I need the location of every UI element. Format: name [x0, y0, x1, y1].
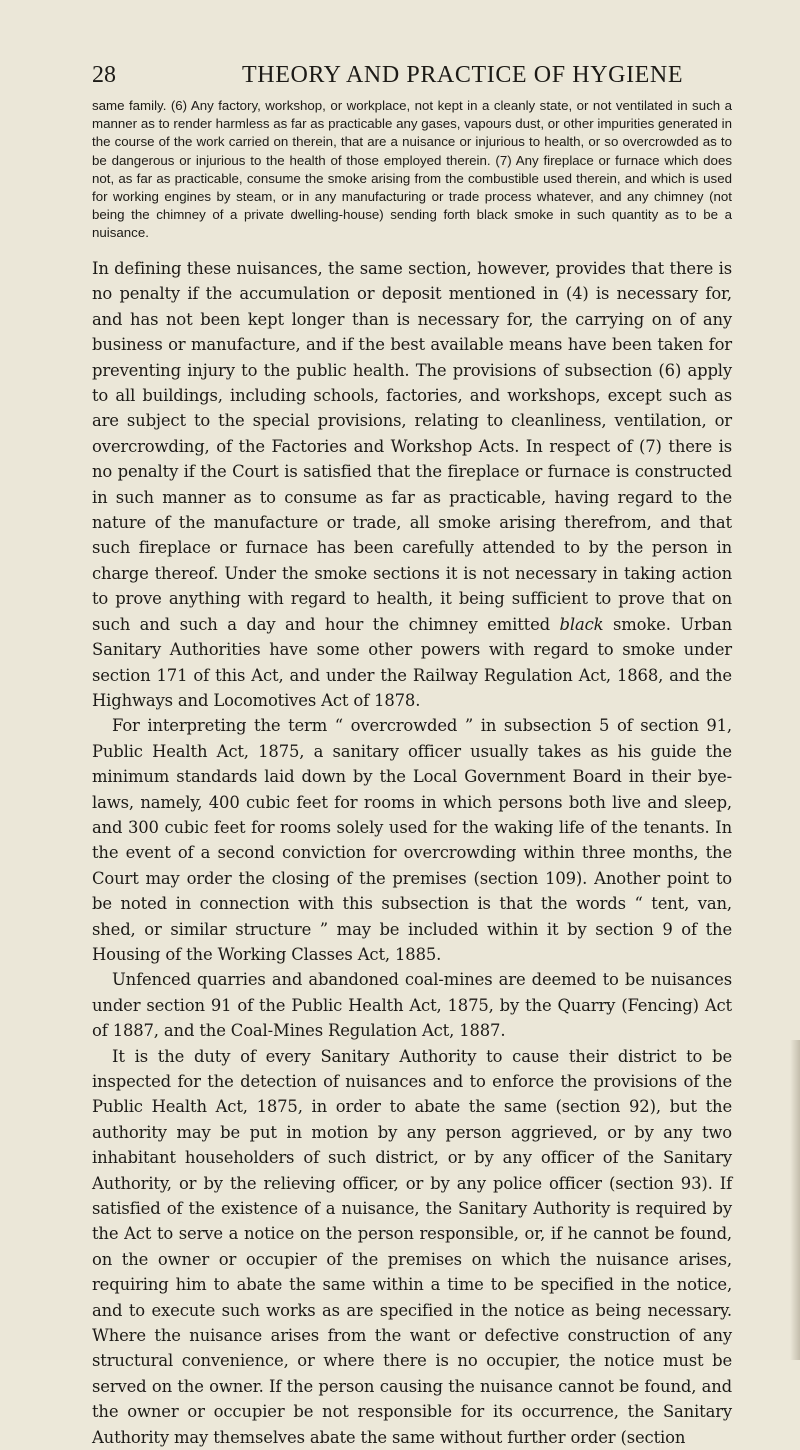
- page-header: [92, 62, 732, 92]
- paragraph-text: In defining these nuisances, the same section, however, provides that there is no penalty if the accumulation or deposit mentioned in (4) is necessary for, and has not been kept longer than is necessary for, the carrying on of any business or manufacture, and if the best available means have been taken for preventing injury to the public health. The provisions of subsection (6) apply to all buildings, including schools, factories, and workshops, except such as are subject to the special provisions, relating to cleanliness, ventilation, or overcrowding, of the Factories and Workshop Acts. In respect of (7) there is no penalty if the Court is satisfied that the fireplace or furnace is constructed in such manner as to consume as far as practicable, having regard to the nature of the manufacture or trade, all smoke arising therefrom, and that such fireplace or furnace has been carefully attended to by the person in charge thereof. Under the smoke sections it is not necessary in taking action to prove anything with regard to health, it being sufficient to prove that on such and such a day and hour the chimney emitted: [92, 259, 732, 634]
- paragraph-quarries: Unfenced quarries and abandoned coal-mines are deemed to be nuisances under section 91 of the Public Health Act, 1875, by the Quarry (Fencing) Act of 1887, and the Coal-Mines Regulation Act, 1887.: [92, 970, 732, 1041]
- paragraph-defining-nuisances: [92, 256, 732, 713]
- small-print-paragraph: same family. (6) Any factory, workshop, or workplace, not kept in a cleanly state, or not ventilated in such a manner as to render harmless as far as practicable any gases, vapours dust, or other impurities generated in the course of the work carried on therein, that are a nuisance or injurious to health, or so overcrowded as to be dangerous or injurious to the health of those employed therein. (7) Any fireplace or furnace which does not, as far as practicable, consume the smoke arising from the combustible used therein, and which is used for working engines by steam, or in any manufacturing or trade process whatever, and any chimney (not being the chimney of a private dwelling-house) sending forth black smoke in such quantity as to be a nuisance.: [92, 98, 732, 241]
- paragraph-sanitary-duty: It is the duty of every Sanitary Authority to cause their district to be inspected for the detection of nuisances and to enforce the provisions of the Public Health Act, 1875, in order to abate the same (section 92), but the authority may be put in motion by any person aggrieved, or by any two inhabitant householders of such district, or by any officer of the Sanitary Authority, or by the relieving officer, or by any police officer (section 93). If satisfied of the existence of a nuisance, the Sanitary Authority is required by the Act to serve a notice on the person responsible, or, if he cannot be found, on the owner or occupier of the premises on which the nuisance arises, requiring him to abate the same within a time to be specified in the notice, and to execute such works as are specified in the notice as being necessary. Where the nuisance arises from the want or defective construction of any structural convenience, or where there is no occupier, the notice must be served on the owner. If the person causing the nuisance cannot be found, and the owner or occupier be not responsible for its occurrence, the Sanitary Authority may themselves abate the same without further order (section: [92, 1046, 732, 1447]
- main-text: [92, 256, 732, 1450]
- italic-word: black: [559, 614, 604, 634]
- running-title: THEORY AND PRACTICE OF HYGIENE: [242, 62, 684, 88]
- page-edge-shadow: [790, 1040, 800, 1360]
- page-number: 28: [92, 62, 116, 88]
- paragraph-text: smoke. Urban Sanitary Authorities have some other powers with regard to smoke under section 171 of this Act, and under the Railway Regulation Act, 1868, and the Highways and Locomotives Act of 1878.: [92, 614, 733, 710]
- paragraph-overcrowded: For interpreting the term “ overcrowded ” in subsection 5 of section 91, Public Health Act, 1875, a sanitary officer usually takes as his guide the minimum standards laid down by the Local Government Board in their bye-laws, namely, 400 cubic feet for rooms in which persons both live and sleep, and 300 cubic feet for rooms solely used for the waking life of the tenants. In the event of a second conviction for overcrowding within three months, the Court may order the closing of the premises (section 109). Another point to be noted in connection with this subsection is that the words “ tent, van, shed, or similar structure ” may be included within it by section 9 of the Housing of the Working Classes Act, 1885.: [92, 716, 732, 964]
